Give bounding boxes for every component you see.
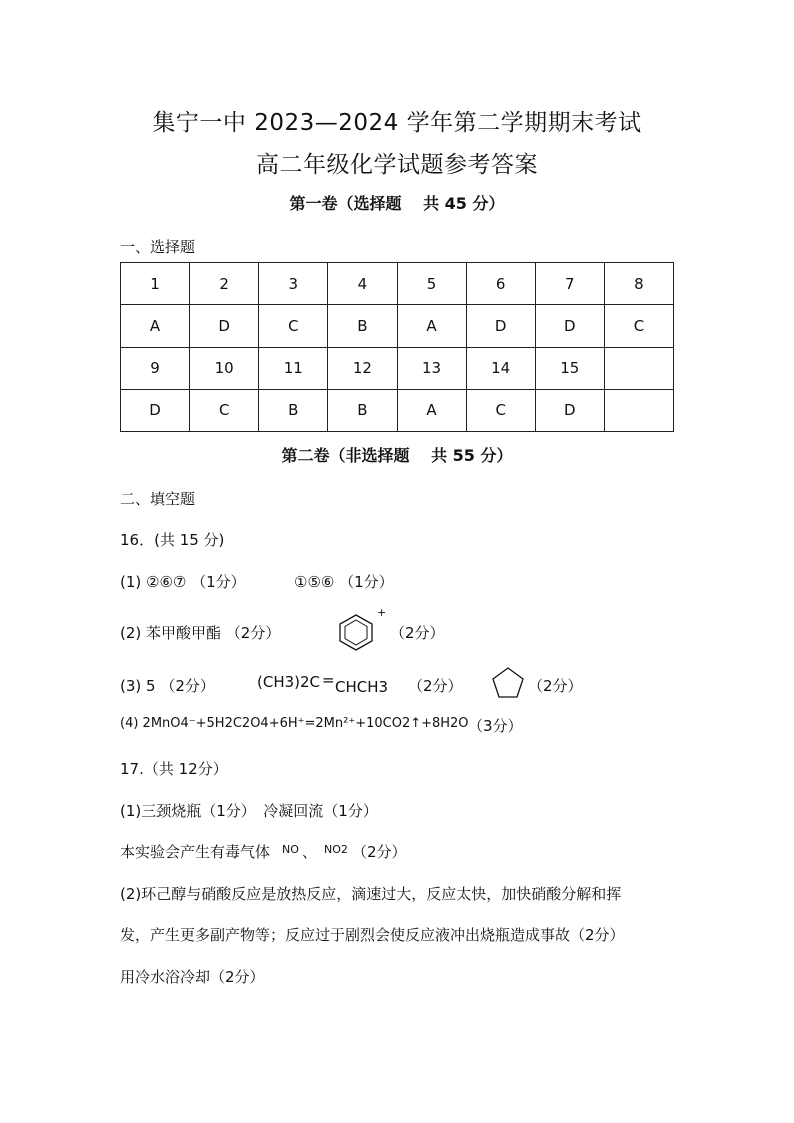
cyclopentane-structure xyxy=(490,666,526,700)
table-cell: 8 xyxy=(604,263,673,305)
table-row xyxy=(121,347,674,389)
table-cell: C xyxy=(259,305,328,347)
table-cell: C xyxy=(604,305,673,347)
table-row xyxy=(121,263,674,305)
q17-line2-a: 本实验会产生有毒气体 xyxy=(120,843,271,861)
table-cell: 15 xyxy=(535,347,604,389)
table-cell: 11 xyxy=(259,347,328,389)
exam-title: 集宁一中 2023—2024 学年第二学期期末考试 xyxy=(152,110,642,136)
table-cell: C xyxy=(190,389,259,431)
q16-line1-a: (1) ②⑥⑦ （1分） xyxy=(120,573,246,591)
table-cell: A xyxy=(121,305,190,347)
table-cell: B xyxy=(328,389,397,431)
table-cell: B xyxy=(259,389,328,431)
table-cell: B xyxy=(328,305,397,347)
table-cell: 13 xyxy=(397,347,466,389)
table-row xyxy=(121,305,674,347)
table-cell: D xyxy=(535,389,604,431)
part2-heading: 第二卷（非选择题 共 55 分） xyxy=(281,446,513,465)
table-cell: D xyxy=(190,305,259,347)
table-cell: 2 xyxy=(190,263,259,305)
table-cell: D xyxy=(121,389,190,431)
gas-no: NO xyxy=(282,843,299,856)
table-cell xyxy=(604,347,673,389)
table-cell: 10 xyxy=(190,347,259,389)
exam-subtitle: 高二年级化学试题参考答案 xyxy=(256,152,538,178)
table-cell: D xyxy=(535,305,604,347)
table-cell: A xyxy=(397,305,466,347)
alkene-formula-head: (CH3)2C xyxy=(257,673,321,691)
table-cell: 4 xyxy=(328,263,397,305)
q16-line2-a: (2) 苯甲酸甲酯 （2分） xyxy=(120,624,281,642)
table-cell: C xyxy=(466,389,535,431)
table-row xyxy=(121,389,674,431)
table-cell: 5 xyxy=(397,263,466,305)
q17-line5: 用冷水浴冷却（2分） xyxy=(120,968,265,986)
q16-line1-b: ①⑤⑥ （1分） xyxy=(294,573,394,591)
q16-title: 16．(共 15 分) xyxy=(120,531,225,549)
gas-no2: NO2 xyxy=(324,843,348,856)
section-choice-label: 一、选择题 xyxy=(120,238,196,256)
table-cell xyxy=(604,389,673,431)
q17-title: 17.（共 12分） xyxy=(120,760,228,778)
q17-line1: (1)三颈烧瓶（1分） 冷凝回流（1分） xyxy=(120,802,378,820)
q16-line3-c: （2分） xyxy=(528,677,583,695)
table-cell: 12 xyxy=(328,347,397,389)
answer-table xyxy=(120,262,674,432)
table-cell: 14 xyxy=(466,347,535,389)
gas-separator: 、 xyxy=(302,843,318,861)
cation-plus-sign: + xyxy=(377,606,387,619)
table-cell: 3 xyxy=(259,263,328,305)
table-cell: 1 xyxy=(121,263,190,305)
alkene-formula-eq: = xyxy=(322,671,335,689)
q16-line3-a: (3) 5 （2分） xyxy=(120,677,215,695)
table-cell: 6 xyxy=(466,263,535,305)
alkene-formula-tail: CHCH3 xyxy=(335,678,389,696)
q16-line4-score: （3分） xyxy=(468,717,523,735)
q16-line3-b: （2分） xyxy=(408,677,463,695)
part1-heading: 第一卷（选择题 共 45 分） xyxy=(289,194,505,213)
q17-line4: 发，产生更多副产物等；反应过于剧烈会使反应液冲出烧瓶造成事故（2分） xyxy=(120,926,625,944)
section-fill-label: 二、填空题 xyxy=(120,490,196,508)
table-cell: D xyxy=(466,305,535,347)
q16-line2-b: （2分） xyxy=(390,624,445,642)
q17-line3: (2)环己醇与硝酸反应是放热反应，滴速过大，反应太快，加快硝酸分解和挥 xyxy=(120,885,622,903)
table-cell: A xyxy=(397,389,466,431)
q17-line2-b: （2分） xyxy=(352,843,407,861)
table-cell: 9 xyxy=(121,347,190,389)
q16-line4-equation: (4) 2MnO4⁻+5H2C2O4+6H⁺=2Mn²⁺+10CO2↑+8H2O xyxy=(120,716,469,731)
table-cell: 7 xyxy=(535,263,604,305)
